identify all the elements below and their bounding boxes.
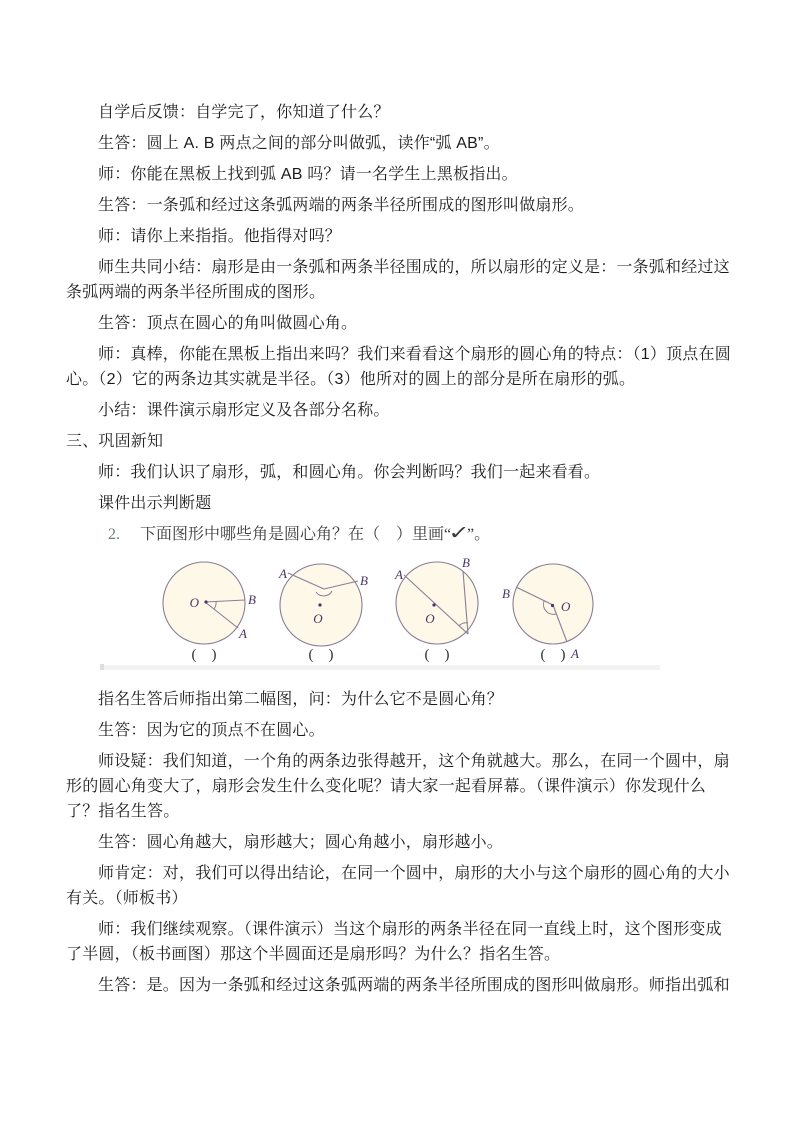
paragraph: 师：你能在黑板上找到弧 AB 吗？请一名学生上黑板指出。 bbox=[98, 166, 518, 183]
circle-figure-2 bbox=[278, 564, 368, 646]
point-label-a: A bbox=[571, 646, 579, 661]
paragraph: 师肯定：对，我们可以得出结论，在同一个圆中，扇形的大小与这个扇形的圆心角的大小有关。（师板书） bbox=[66, 865, 730, 907]
point-label-o: O bbox=[561, 599, 571, 614]
circle-figure-3 bbox=[394, 555, 478, 644]
point-label-b: B bbox=[360, 573, 368, 588]
paragraph: 三、巩固新知 bbox=[66, 433, 164, 450]
circles-figure bbox=[100, 551, 660, 671]
paragraph: 生答：顶点在圆心的角叫做圆心角。 bbox=[98, 315, 358, 332]
checkmark-glyph: ✓ bbox=[448, 523, 470, 544]
paragraph: 师：真棒，你能在黑板上指出来吗？我们来看看这个扇形的圆心角的特点：（1）顶点在圆心。（2）它的两条边其实就是半径。（3）他所对的圆上的部分是所在扇形的弧。 bbox=[66, 346, 731, 388]
point-label-b: B bbox=[248, 592, 256, 607]
point-label-o: O bbox=[189, 595, 199, 610]
question-text-suffix: ”。 bbox=[467, 526, 491, 543]
paragraph: 生答：圆上 A. B 两点之间的部分叫做弧，读作“弧 AB”。 bbox=[98, 135, 500, 152]
center-dot bbox=[204, 600, 207, 603]
point-label-b: B bbox=[502, 586, 510, 601]
center-dot bbox=[318, 603, 321, 606]
paragraph: 师生共同小结：扇形是由一条弧和两条半径围成的，所以扇形的定义是：一条弧和经过这条弧两端的两条半径所围成的图形。 bbox=[66, 259, 730, 301]
answer-parens-row bbox=[192, 647, 566, 663]
paragraph: 指名生答后师指出第二幅图，问：为什么它不是圆心角？ bbox=[98, 691, 504, 708]
point-label-o: O bbox=[313, 611, 323, 626]
point-label-b: B bbox=[462, 555, 470, 570]
paragraph: 生答：一条弧和经过这条弧两端的两条半径所围成的图形叫做扇形。 bbox=[98, 197, 585, 214]
figure-bottom-edge-dot bbox=[100, 664, 104, 670]
figure-bottom-edge bbox=[100, 665, 660, 670]
paragraph: 师：我们继续观察。（课件演示）当这个扇形的两条半径在同一直线上时，这个图形变成了半圆，（板书画图）那这个半圆面还是扇形吗？为什么？指名生答。 bbox=[66, 921, 722, 963]
paragraph: 生答：圆心角越大，扇形越大；圆心角越小，扇形越小。 bbox=[98, 834, 504, 851]
point-label-o: O bbox=[425, 611, 435, 626]
answer-paren-3: ( ) bbox=[424, 647, 450, 663]
point-label-a: A bbox=[239, 626, 247, 641]
center-dot bbox=[432, 603, 435, 606]
answer-paren-1: ( ) bbox=[191, 647, 217, 663]
point-label-a: A bbox=[395, 567, 403, 582]
paragraph-block-before-figure bbox=[66, 100, 734, 516]
paragraph-block-after-figure bbox=[66, 687, 734, 998]
question-line bbox=[66, 522, 734, 547]
paragraph: 生答：是。因为一条弧和经过这条弧两端的两条半径所围成的图形叫做扇形。师指出弧和 bbox=[98, 977, 730, 994]
circle-figure-1 bbox=[163, 562, 256, 644]
point-label-a: A bbox=[279, 566, 287, 581]
paragraph: 师设疑：我们知道，一个角的两条边张得越开，这个角就越大。那么，在同一个圆中，扇形的圆心角变大了，扇形会发生什么变化呢？请大家一起看屏幕。（课件演示）你发现什么了？指名生答。 bbox=[66, 753, 730, 820]
question-number: 2. bbox=[108, 526, 120, 543]
circles-figure-svg bbox=[100, 551, 660, 671]
answer-paren-2: ( ) bbox=[308, 647, 334, 663]
answer-paren-4: ( ) bbox=[540, 647, 566, 663]
question-text: 下面图形中哪些角是圆心角？在（ ）里画“ bbox=[140, 526, 452, 543]
paragraph: 师：请你上来指指。他指得对吗？ bbox=[98, 228, 342, 245]
paragraph: 小结：课件演示扇形定义及各部分名称。 bbox=[98, 402, 390, 419]
center-dot bbox=[551, 604, 554, 607]
paragraph: 课件出示判断题 bbox=[98, 495, 212, 512]
paragraph: 师：我们认识了扇形，弧，和圆心角。你会判断吗？我们一起来看看。 bbox=[98, 464, 601, 481]
paragraph: 自学后反馈：自学完了，你知道了什么？ bbox=[98, 104, 390, 121]
paragraph: 生答：因为它的顶点不在圆心。 bbox=[98, 722, 325, 739]
